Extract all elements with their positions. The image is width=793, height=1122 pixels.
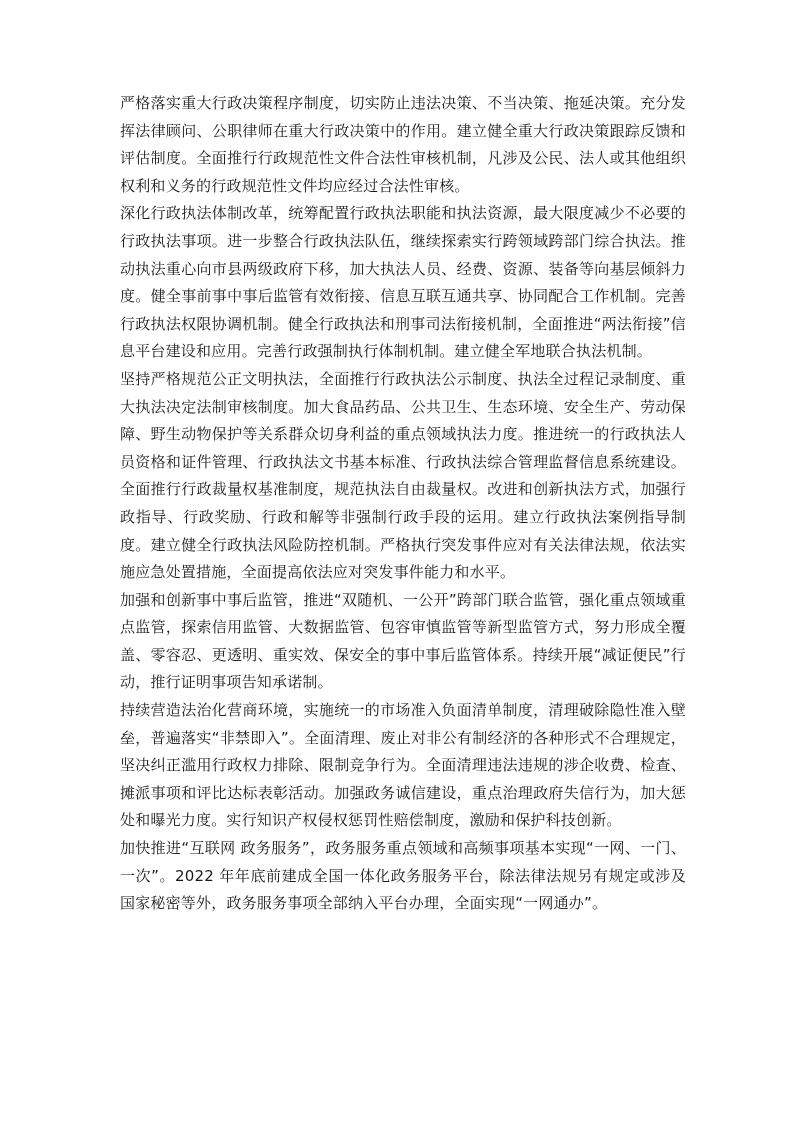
document-body	[120, 90, 686, 918]
paragraph-supervision: 加强和创新事中事后监管，推进“双随机、一公开”跨部门联合监管，强化重点领域重点监管，探索信用监管、大数据监管、包容审慎监管等新型监管方式，努力形成全覆盖、零容忍、更透明、重实效、保安全的事中事后监管体系。持续开展“减证便民”行动，推行证明事项告知承诺制。	[120, 590, 686, 692]
paragraph-online-services: 加快推进“互联网 政务服务”，政务服务重点领域和高频事项基本实现“一网、一门、一次”。2022 年年底前建成全国一体化政务服务平台，除法律法规另有规定或涉及国家秘密等外，政务服务事项全部纳入平台办理，全面实现“一网通办”。	[120, 839, 686, 913]
paragraph-strict-enforcement: 坚持严格规范公正文明执法，全面推行行政执法公示制度、执法全过程记录制度、重大执法决定法制审核制度。加大食品药品、公共卫生、生态环境、安全生产、劳动保障、野生动物保护等关系群众切身利益的重点领域执法力度。推进统一的行政执法人员资格和证件管理、行政执法文书基本标准、行政执法综合管理监督信息系统建设。全面推行行政裁量权基准制度，规范执法自由裁量权。改进和创新执法方式，加强行政指导、行政奖励、行政和解等非强制行政手段的运用。建立行政执法案例指导制度。建立健全行政执法风险防控机制。严格执行突发事件应对有关法律法规，依法实施应急处置措施，全面提高依法应对突发事件能力和水平。	[120, 369, 686, 582]
paragraph-business-environment: 持续营造法治化营商环境，实施统一的市场准入负面清单制度，清理破除隐性准入壁垒，普遍落实“非禁即入”。全面清理、废止对非公有制经济的各种形式不合理规定，坚决纠正滥用行政权力排除、限制竞争行为。全面清理违法违规的涉企收费、检查、摊派事项和评比达标表彰活动。加强政务诚信建设，重点治理政府失信行为，加大惩处和曝光力度。实行知识产权侵权惩罚性赔偿制度，激励和保护科技创新。	[120, 701, 686, 830]
paragraph-major-decisions: 严格落实重大行政决策程序制度，切实防止违法决策、不当决策、拖延决策。充分发挥法律顾问、公职律师在重大行政决策中的作用。建立健全重大行政决策跟踪反馈和评估制度。全面推行行政规范性文件合法性审核机制，凡涉及公民、法人或其他组织权利和义务的行政规范性文件均应经过合法性审核。	[120, 94, 686, 195]
paragraph-enforcement-reform: 深化行政执法体制改革，统筹配置行政执法职能和执法资源，最大限度减少不必要的行政执法事项。进一步整合行政执法队伍，继续探索实行跨领域跨部门综合执法。推动执法重心向市县两级政府下移，加大执法人员、经费、资源、装备等向基层倾斜力度。健全事前事中事后监管有效衔接、信息互联互通共享、协同配合工作机制。完善行政执法权限协调机制。健全行政执法和刑事司法衔接机制，全面推进“两法衔接”信息平台建设和应用。完善行政强制执行体制机制。建立健全军地联合执法机制。	[120, 204, 686, 361]
